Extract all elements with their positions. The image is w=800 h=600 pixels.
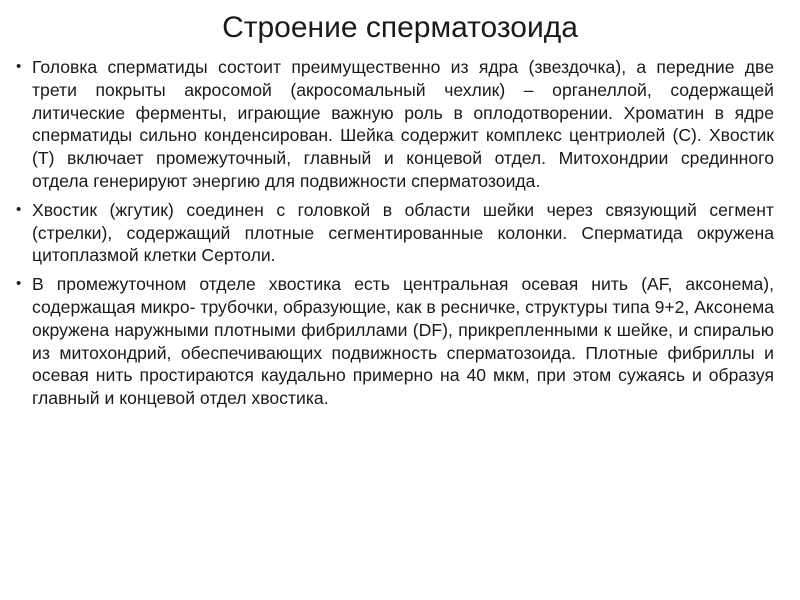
bullet-dot-icon: • (16, 58, 22, 75)
bullet-text: Хвостик (жгутик) соединен с головкой в области шейки через связующий сегмент (стрелки), содержащий плотные сегментированные колонки. Сперматида окружена цитоплазмой клетки Сертоли. (32, 199, 774, 266)
bullet-item-head (16, 56, 774, 193)
bullet-item-tail (16, 199, 774, 267)
bullet-text: В промежуточном отделе хвостика есть центральная осевая нить (AF, аксонема), содержащая микро- трубочки, образующие, как в ресничке, структуры типа 9+2, Аксонема окружена наружными плотными фибриллами (DF), прикрепленными к шейке, и спиралью из митохондрий, обеспечивающих подвижность сперматозоида. Плотные фибриллы и осевая нить простираются каудально примерно на 40 мкм, при этом сужаясь и образуя главный и концевой отдел хвостика. (32, 274, 774, 409)
bullet-item-axoneme (16, 273, 774, 410)
bullet-text: Головка сперматиды состоит преимущественно из ядра (звездочка), а передние две трети покрыты акросомой (акросомальный чехлик) – органеллой, содержащей литические ферменты, играющие важную роль в оплодотворении. Хроматин в ядре сперматиды сильно конденсирован. Шейка содержит комплекс центриолей (C). Хвостик (T) включает промежуточный, главный и концевой отдел. Митохондрии срединного отдела генерируют энергию для подвижности сперматозоида. (32, 57, 774, 191)
bullet-dot-icon: • (16, 275, 22, 293)
bullet-dot-icon: • (16, 200, 22, 218)
bullet-list (16, 56, 774, 416)
slide-title: Строение сперматозоида (222, 11, 578, 44)
